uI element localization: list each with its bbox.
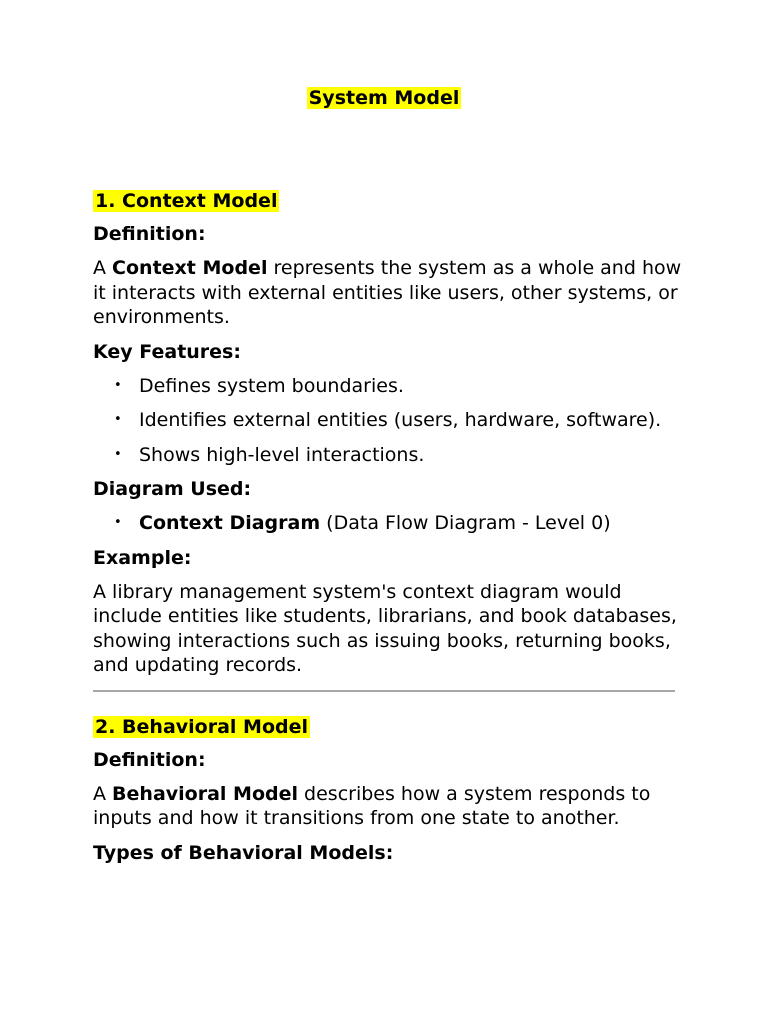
page-title (0, 86, 768, 111)
diagram-detail: (Data Flow Diagram - Level 0) (320, 512, 611, 534)
section-heading-text: 1. Context Model (95, 190, 278, 212)
key-features-label: Key Features: (93, 340, 241, 363)
list-item-text: Identifies external entities (users, hardware, software). (139, 409, 662, 431)
definition-prefix: A (93, 257, 113, 279)
definition-paragraph (93, 782, 693, 831)
list-item (93, 408, 693, 433)
page-title-text: System Model (308, 87, 460, 109)
diagram-used-label: Diagram Used: (93, 478, 252, 500)
definition-term: Behavioral Model (112, 782, 298, 805)
definition-label: Definition: (93, 748, 206, 771)
definition-text: describes how a system responds to inputs and how it transitions from one state to another. (93, 782, 651, 829)
section-divider (93, 690, 675, 692)
list-item (93, 511, 693, 536)
definition-prefix: A (93, 782, 113, 805)
types-label: Types of Behavioral Models: (93, 841, 394, 864)
list-item (93, 374, 693, 399)
example-paragraph: A library management system's context diagram would include entities like students, librarians, and book databases, showing interactions such as issuing books, returning books, and updating records. (93, 580, 677, 676)
definition-label: Definition: (93, 223, 206, 245)
section-heading-behavioral-model (93, 714, 693, 740)
list-item-text: Shows high-level interactions. (139, 443, 425, 466)
diagram-used-list (93, 511, 693, 536)
diagram-name: Context Diagram (139, 512, 321, 534)
bullet-icon: • (114, 515, 122, 530)
key-features-list (93, 374, 693, 468)
example-label: Example: (93, 546, 192, 569)
definition-text: represents the system as a whole and how it interacts with external entities like users, other systems, or environments. (93, 257, 682, 328)
section-heading-context-model (93, 188, 693, 214)
list-item (93, 443, 693, 468)
definition-term: Context Model (112, 257, 268, 279)
bullet-icon: • (114, 412, 122, 427)
bullet-icon: • (114, 446, 122, 462)
definition-paragraph (93, 256, 693, 330)
bullet-icon: • (114, 377, 122, 393)
section-heading-text: 2. Behavioral Model (95, 715, 308, 738)
document-body (93, 188, 693, 865)
list-item-text: Defines system boundaries. (139, 374, 404, 397)
